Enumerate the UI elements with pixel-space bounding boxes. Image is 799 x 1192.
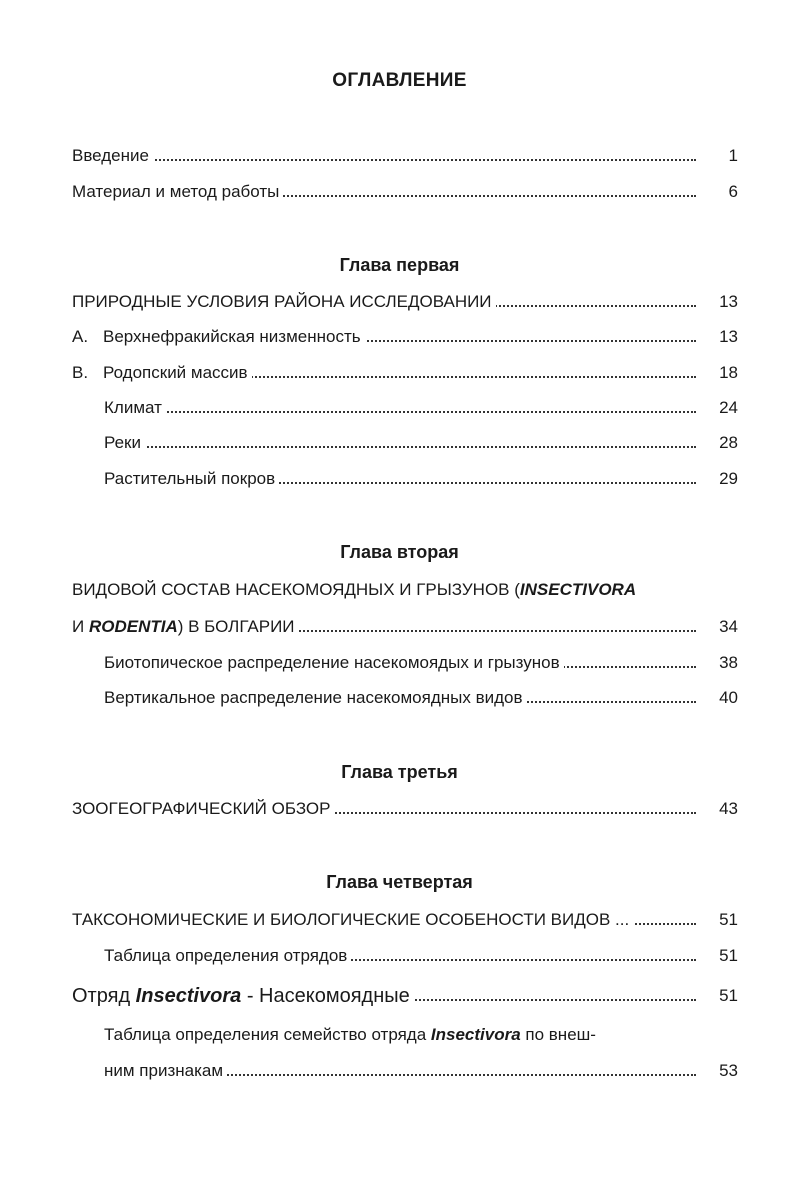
toc-entry-label	[72, 983, 414, 1009]
entry-text: ) В БОЛГАРИИ	[177, 617, 295, 636]
toc-page-number: 1	[728, 146, 738, 165]
toc-entry-label: Материал и метод работы	[72, 179, 283, 205]
entry-latin-term: Insectivora	[430, 1025, 521, 1044]
page-title: ОГЛАВЛЕНИЕ	[332, 70, 467, 91]
toc-entry-label: ЗООГЕОГРАФИЧЕСКИЙ ОБЗОР	[72, 796, 334, 822]
toc-entry-taxonomic-features[interactable]	[72, 907, 738, 933]
toc-entry-material-method[interactable]	[72, 179, 738, 205]
leader-dots	[104, 446, 696, 448]
chapter-3-heading: Глава третья	[341, 762, 458, 782]
section-title: Родопский массив	[103, 363, 248, 382]
toc-page-number: 38	[719, 653, 738, 672]
toc-entry-section-b[interactable]	[72, 360, 738, 386]
toc-entry-climate[interactable]	[104, 395, 738, 421]
toc-entry-biotope-distribution[interactable]	[104, 650, 738, 676]
toc-entry-vegetation[interactable]	[104, 466, 738, 492]
entry-text: по внеш-	[520, 1025, 596, 1044]
toc-entry-label: Таблица определения отрядов	[104, 943, 351, 969]
toc-page-number: 24	[719, 398, 738, 417]
toc-page-number: 28	[719, 433, 738, 452]
toc-entry-order-insectivora[interactable]	[72, 983, 738, 1009]
toc-entry-vertical-distribution[interactable]	[104, 685, 738, 711]
toc-entry-orders-key[interactable]	[104, 943, 738, 969]
entry-text: И	[72, 617, 89, 636]
toc-entry-section-a[interactable]	[72, 324, 738, 350]
toc-entry-label: ним признакам	[104, 1058, 227, 1084]
toc-entry-families-key-line2[interactable]	[104, 1058, 738, 1084]
toc-page-number: 13	[719, 327, 738, 346]
toc-page-number: 18	[719, 363, 738, 382]
toc-page-number: 13	[719, 292, 738, 311]
toc-entry-label: Растительный покров	[104, 466, 279, 492]
section-letter: A.	[72, 327, 89, 346]
section-letter: B.	[72, 363, 89, 382]
toc-page-number: 34	[719, 617, 738, 636]
toc-entry-rivers[interactable]	[104, 430, 738, 456]
toc-entry-label: ТАКСОНОМИЧЕСКИЕ И БИОЛОГИЧЕСКИЕ ОСОБЕНОСТИ ВИДОВ ...	[72, 907, 633, 933]
toc-page-number: 53	[719, 1061, 738, 1080]
toc-page-number: 51	[719, 986, 738, 1005]
toc-entry-label: Реки	[104, 430, 145, 456]
toc-entry-label: ПРИРОДНЫЕ УСЛОВИЯ РАЙОНА ИССЛЕДОВАНИИ	[72, 289, 496, 315]
toc-entry-introduction[interactable]	[72, 143, 738, 169]
chapter-1-heading: Глава первая	[339, 255, 460, 275]
toc-entry-label	[72, 360, 252, 386]
entry-text: Таблица определения семейство отряда	[104, 1025, 431, 1044]
toc-entry-label	[72, 324, 365, 350]
toc-entry-label: Введение	[72, 143, 153, 169]
toc-entry-label	[72, 614, 299, 640]
toc-entry-label: Биотопическое распределение насекомоядых и грызунов	[104, 650, 564, 676]
toc-page-number: 43	[719, 799, 738, 818]
toc-page-number: 29	[719, 469, 738, 488]
toc-entry-species-composition-line2[interactable]	[72, 614, 738, 640]
toc-entry-label: Климат	[104, 395, 166, 421]
toc-entry-families-key-line1[interactable]	[104, 1022, 596, 1048]
toc-entry-species-composition-line1[interactable]	[72, 577, 636, 603]
entry-text: ВИДОВОЙ СОСТАВ НАСЕКОМОЯДНЫХ И ГРЫЗУНОВ (	[72, 580, 520, 599]
toc-entry-zoogeographic-review[interactable]	[72, 796, 738, 822]
entry-latin-term: INSECTIVORA	[519, 580, 637, 599]
toc-entry-natural-conditions[interactable]	[72, 289, 738, 315]
entry-latin-term: Insectivora	[135, 985, 242, 1007]
leader-dots	[104, 411, 696, 413]
chapter-2-heading: Глава вторая	[340, 542, 459, 562]
toc-entry-label: Вертикальное распределение насекомоядных видов	[104, 685, 527, 711]
chapter-4-heading: Глава четвертая	[326, 872, 473, 892]
section-title: Верхнефракийская низменность	[103, 327, 361, 346]
toc-page-number: 51	[719, 946, 738, 965]
toc-page-number: 51	[719, 910, 738, 929]
entry-text: Отряд	[72, 985, 136, 1007]
entry-text: - Насекомоядные	[241, 985, 410, 1007]
leader-dots	[72, 159, 696, 161]
toc-page-number: 40	[719, 688, 738, 707]
entry-latin-term: RODENTIA	[88, 617, 178, 636]
toc-page-number: 6	[728, 182, 738, 201]
